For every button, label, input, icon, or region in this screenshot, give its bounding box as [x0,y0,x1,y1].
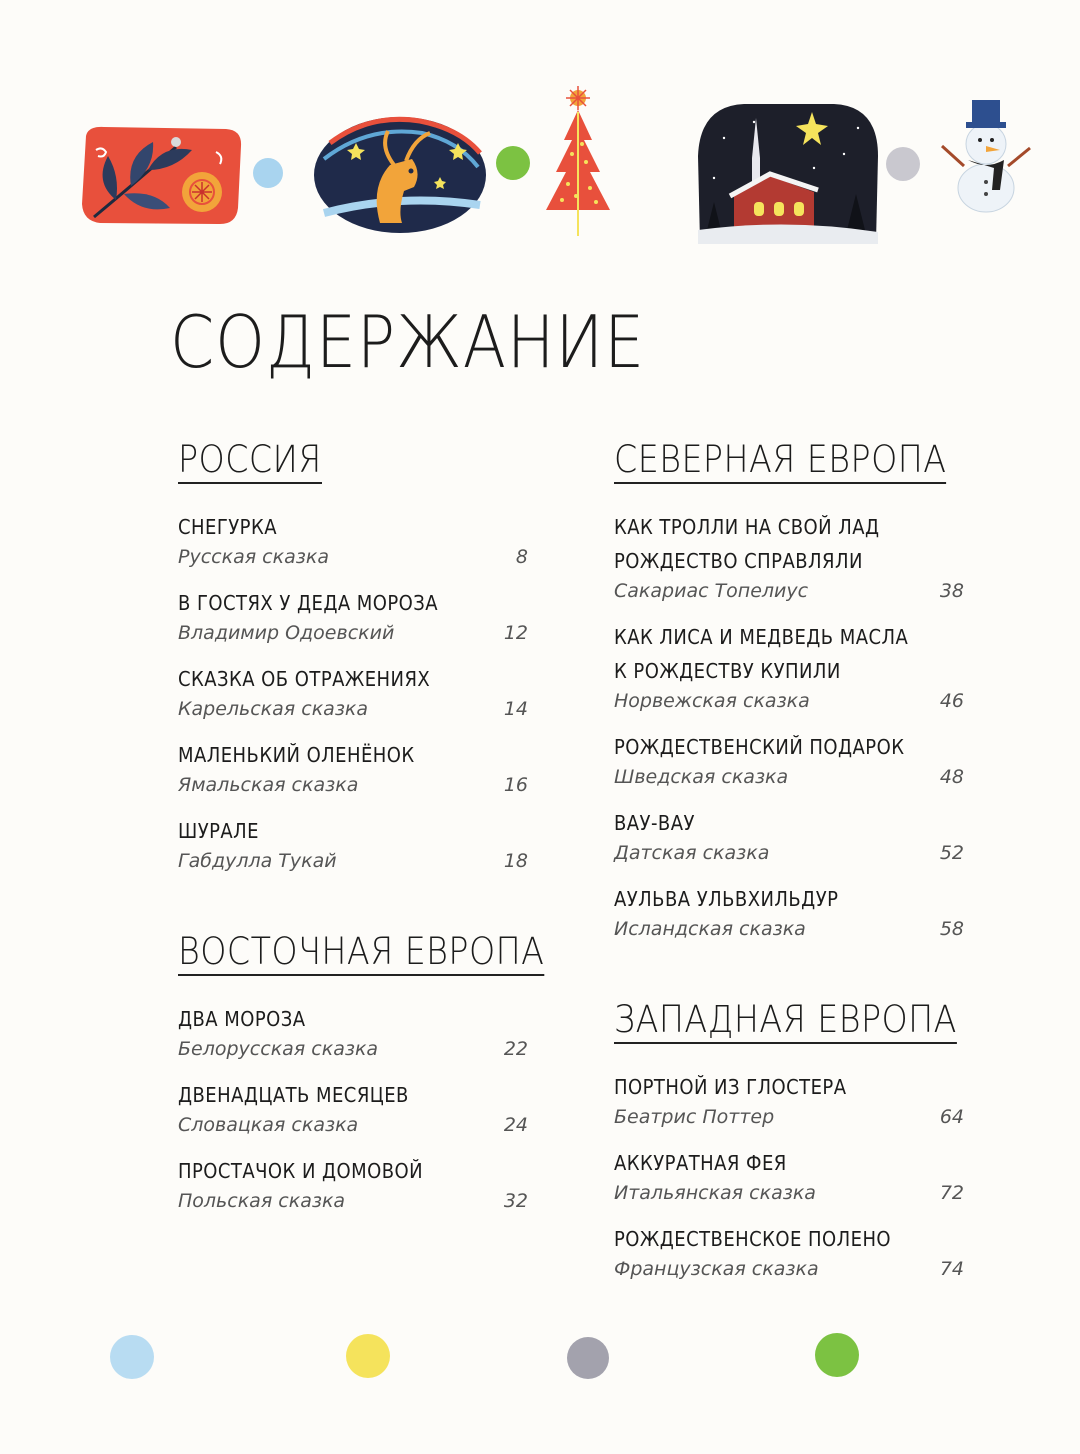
entry-title: МАЛЕНЬКИЙ ОЛЕНЁНОК [178,743,415,767]
entry-page-number: 32 [503,1190,528,1212]
entry-author: Владимир Одоевский [178,622,395,644]
entry-title: ДВА МОРОЗА [178,1007,306,1031]
entry-author: Польская сказка [178,1190,346,1212]
toc-entry[interactable] [614,1222,964,1284]
entry-title: СКАЗКА ОБ ОТРАЖЕНИЯХ [178,667,431,691]
entry-title: ПОРТНОЙ ИЗ ГЛОСТЕРА [614,1075,847,1099]
entry-author: Итальянская сказка [614,1182,816,1204]
entry-page-number: 24 [503,1114,528,1136]
light-blue-dot [110,1335,154,1379]
branch-ornament-icon [76,122,246,230]
western-europe-entries [614,1070,964,1284]
toc-entry[interactable] [614,1070,964,1132]
entry-title-line-1: КАК ТРОЛЛИ НА СВОЙ ЛАД [614,515,880,539]
entry-page-number: 16 [503,774,528,796]
russia-entries [178,510,528,876]
entry-title: РОЖДЕСТВЕНСКОЕ ПОЛЕНО [614,1227,892,1251]
entry-author: Белорусская сказка [178,1038,379,1060]
entry-page-number: 72 [939,1182,964,1204]
green-dot [496,146,530,180]
entry-page-number: 8 [515,546,528,568]
right-column [614,440,964,1298]
entry-title: АУЛЬВА УЛЬВХИЛЬДУР [614,887,839,911]
entry-page-number: 12 [503,622,528,644]
entry-title: ПРОСТАЧОК И ДОМОВОЙ [178,1159,424,1183]
entry-title: ДВЕНАДЦАТЬ МЕСЯЦЕВ [178,1083,409,1107]
light-blue-dot [253,158,283,188]
toc-entry[interactable] [178,814,528,876]
entry-page-number: 18 [503,850,528,872]
toc-entry[interactable] [178,1078,528,1140]
entry-author: Беатрис Поттер [614,1106,775,1128]
northern-europe-entries [614,510,964,944]
entry-author: Французская сказка [614,1258,819,1280]
left-column [178,438,545,1230]
grey-dot [886,147,920,181]
entry-title: ВАУ-ВАУ [614,811,695,835]
entry-author: Русская сказка [178,546,329,568]
entry-author: Сакариас Топелиус [614,580,809,602]
snowman-icon [934,92,1038,218]
section-heading-western-europe: ЗАПАДНАЯ ЕВРОПА [614,1000,957,1044]
entry-page-number: 74 [939,1258,964,1280]
entry-author: Датская сказка [614,842,770,864]
entry-author: Ямальская сказка [178,774,359,796]
entry-author: Габдулла Тукай [178,850,337,872]
entry-page-number: 38 [939,580,964,602]
page-title: СОДЕРЖАНИЕ [170,300,646,384]
entry-page-number: 48 [939,766,964,788]
reindeer-ornament-icon [310,113,490,237]
toc-entry[interactable] [614,1146,964,1208]
toc-entry[interactable] [178,738,528,800]
entry-page-number: 58 [939,918,964,940]
entry-page-number: 14 [503,698,528,720]
green-dot [815,1333,859,1377]
entry-author: Шведская сказка [614,766,789,788]
entry-title: В ГОСТЯХ У ДЕДА МОРОЗА [178,591,439,615]
entry-page-number: 46 [939,690,964,712]
toc-entry[interactable] [178,1154,528,1216]
entry-author: Карельская сказка [178,698,369,720]
church-night-scene-icon [694,98,882,246]
entry-page-number: 64 [939,1106,964,1128]
grey-dot [567,1337,609,1379]
toc-entry[interactable] [178,586,528,648]
entry-title: СНЕГУРКА [178,515,277,539]
eastern-europe-entries [178,1002,528,1216]
entry-title-line-2: К РОЖДЕСТВУ КУПИЛИ [614,659,841,683]
toc-entry[interactable] [614,882,964,944]
section-heading-eastern-europe: ВОСТОЧНАЯ ЕВРОПА [178,932,544,976]
toc-entry[interactable] [178,510,528,572]
entry-title: РОЖДЕСТВЕНСКИЙ ПОДАРОК [614,735,905,759]
section-heading-russia: РОССИЯ [178,440,322,484]
entry-title: ШУРАЛЕ [178,819,259,843]
yellow-dot [346,1334,390,1378]
toc-entry[interactable] [614,730,964,792]
section-heading-northern-europe: СЕВЕРНАЯ ЕВРОПА [614,440,946,484]
entry-author: Норвежская сказка [614,690,810,712]
entry-author: Словацкая сказка [178,1114,359,1136]
entry-title: АККУРАТНАЯ ФЕЯ [614,1151,787,1175]
entry-page-number: 52 [939,842,964,864]
toc-entry[interactable] [614,620,964,716]
toc-entry[interactable] [614,806,964,868]
entry-title-line-1: КАК ЛИСА И МЕДВЕДЬ МАСЛА [614,625,909,649]
entry-author: Исландская сказка [614,918,806,940]
entry-title-line-2: РОЖДЕСТВО СПРАВЛЯЛИ [614,549,863,573]
entry-page-number: 22 [503,1038,528,1060]
toc-entry[interactable] [614,510,964,606]
toc-entry[interactable] [178,662,528,724]
toc-entry[interactable] [178,1002,528,1064]
christmas-tree-icon [542,84,616,242]
